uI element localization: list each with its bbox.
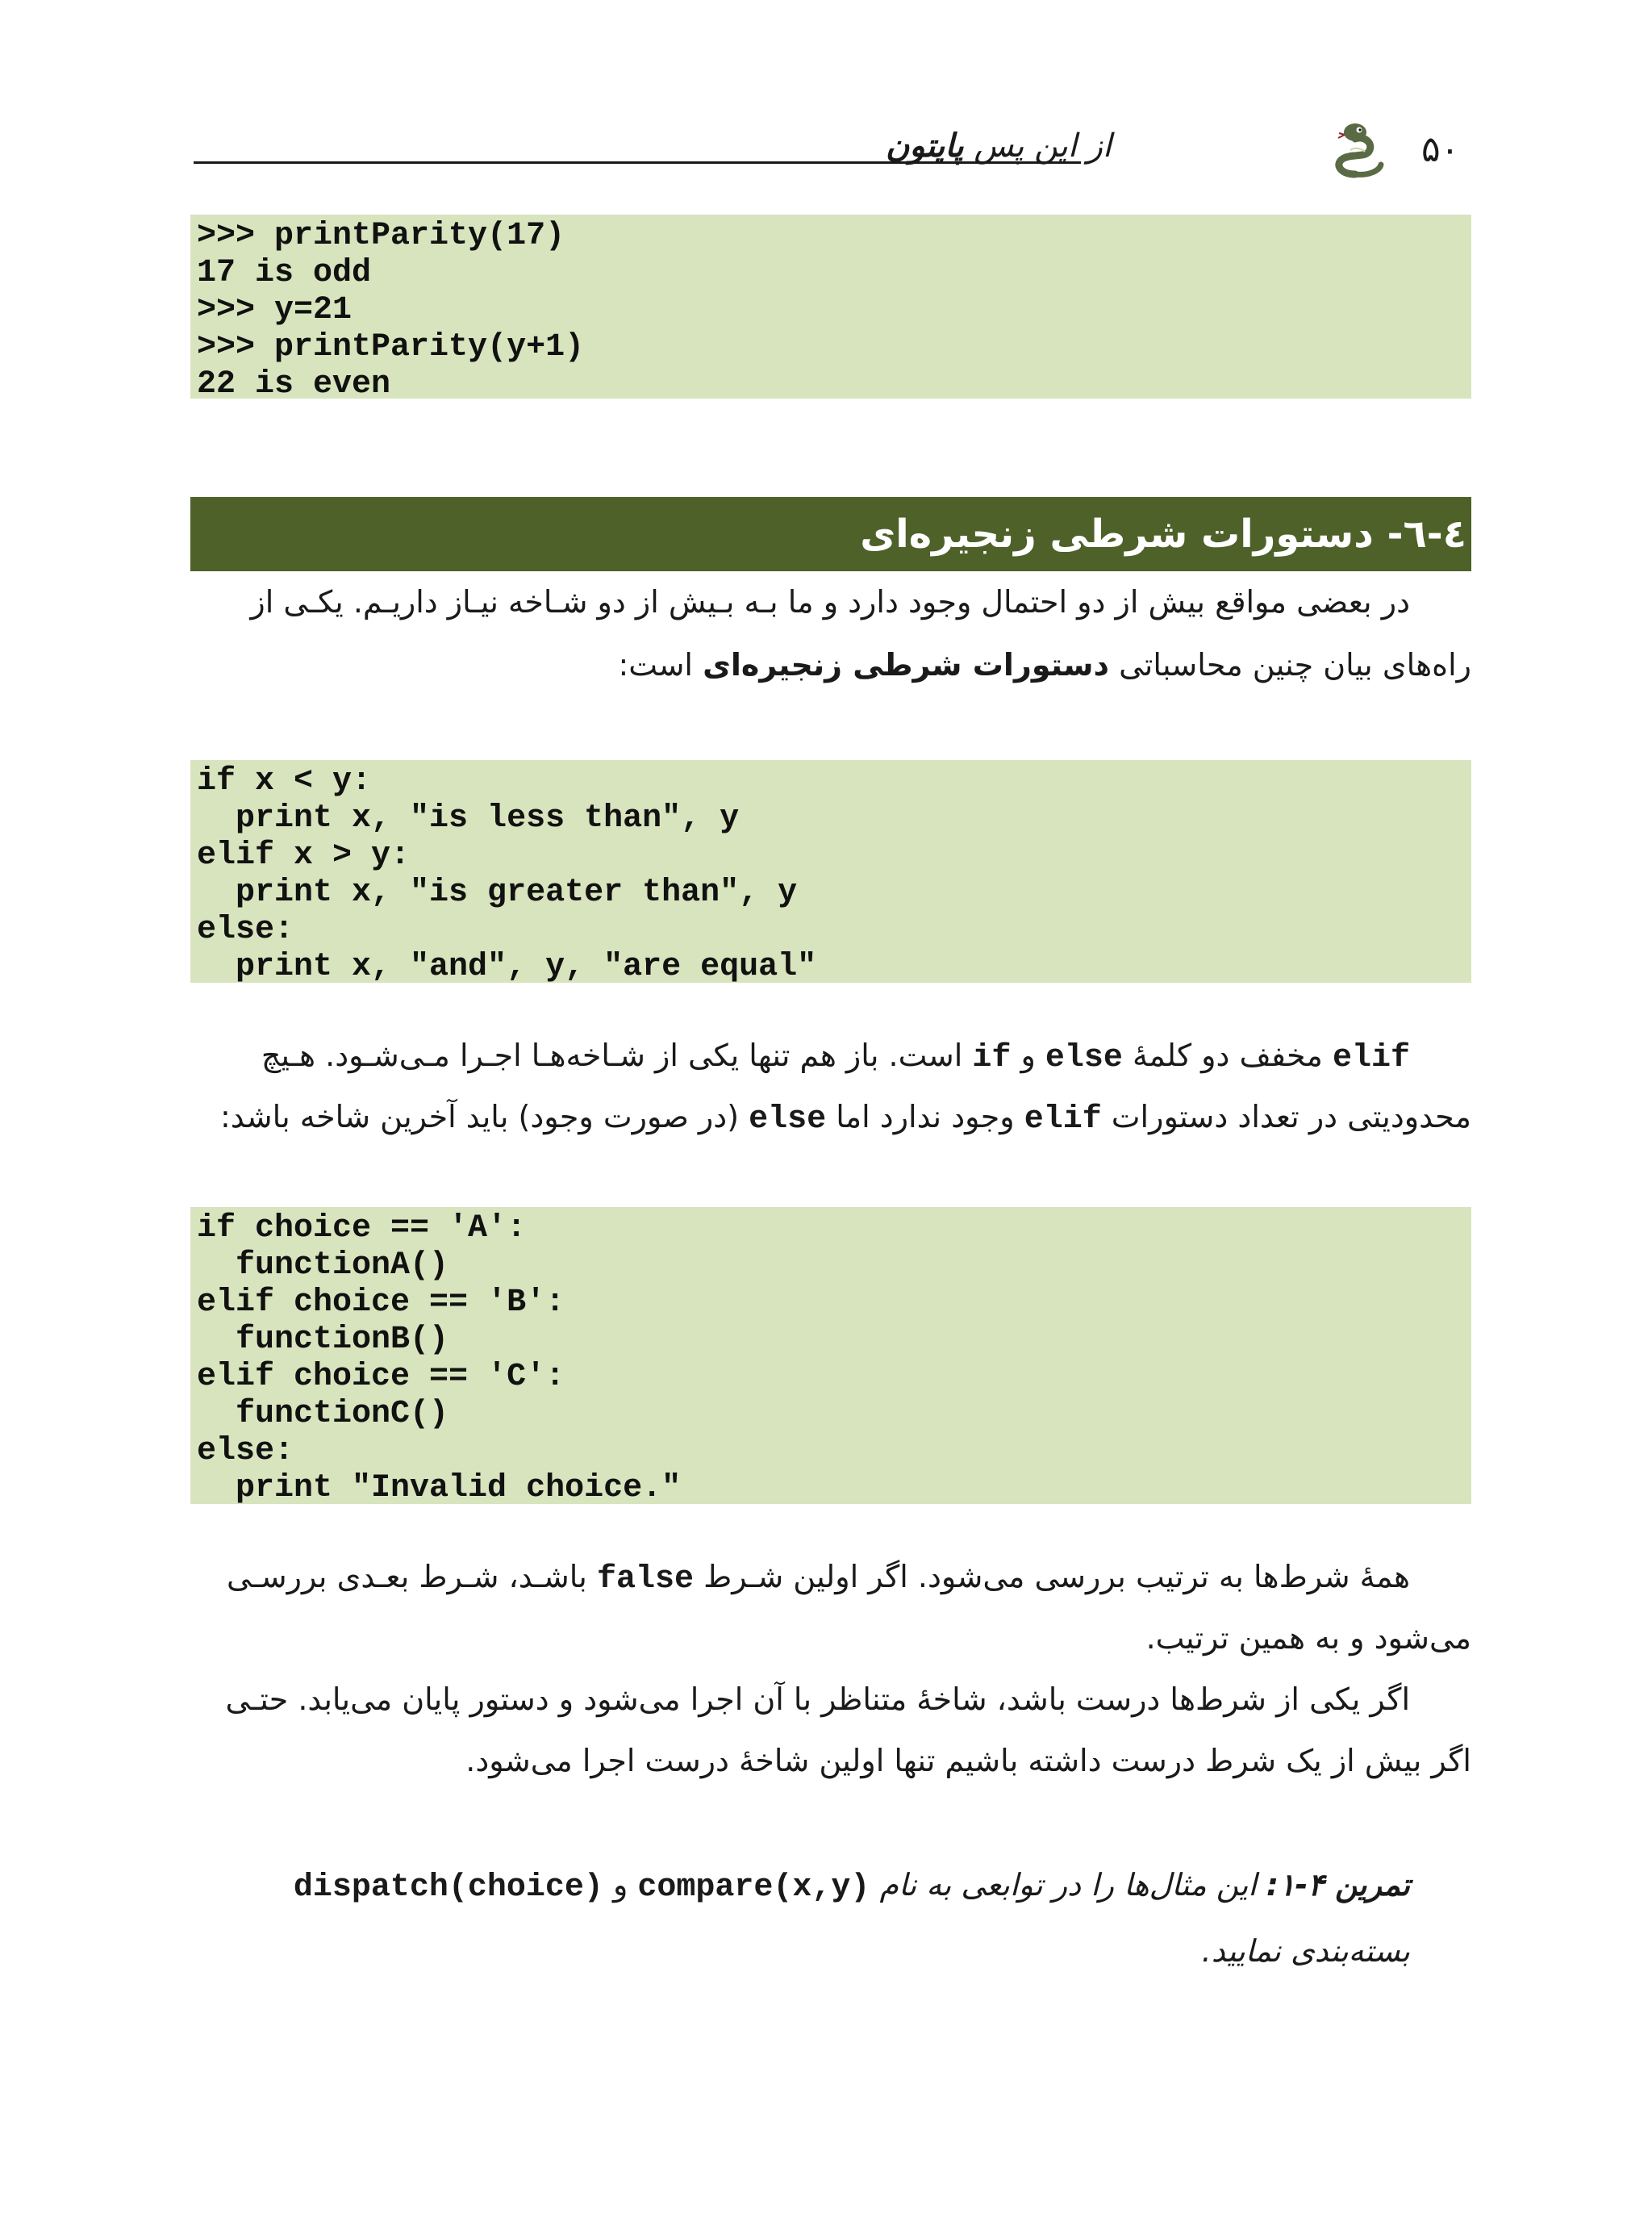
order-line-2: می‌شود و به همین ترتیب. <box>1145 1620 1471 1656</box>
code-line: >>> y=21 <box>197 292 353 328</box>
snake-icon <box>1323 118 1389 184</box>
code-line: functionB() <box>197 1322 449 1358</box>
keyword-else: else <box>1045 1040 1123 1076</box>
book-title-brand: پایتون <box>886 127 964 165</box>
elif-text: محدودیتی در تعداد دستورات <box>1101 1099 1471 1134</box>
branch-line-1: اگر یکی از شرط‌ها درست باشد، شاخهٔ متناظر با آن اجرا می‌شود و دستور پایان می‌یابد. حتـی <box>225 1681 1410 1717</box>
code-line: print x, "and", y, "are equal" <box>197 949 817 985</box>
code-line: functionC() <box>197 1396 449 1432</box>
code-line: print x, "is greater than", y <box>197 875 798 911</box>
code-line: elif x > y: <box>197 838 411 874</box>
page-number: ۵۰ <box>1421 129 1460 170</box>
exercise-label: تمرین ۴-۱: <box>1266 1867 1410 1903</box>
keyword-elif: elif <box>1024 1101 1102 1138</box>
order-line-1 <box>227 1546 1410 1610</box>
branch-line-2: اگر بیش از یک شرط درست داشته باشیم تنها اولین شاخهٔ درست اجرا می‌شود. <box>465 1743 1471 1778</box>
code-line: else: <box>197 912 294 948</box>
intro-line-2 <box>618 634 1471 696</box>
exercise-text: و <box>603 1867 638 1903</box>
keyword-if: if <box>972 1040 1012 1076</box>
code-line: print x, "is less than", y <box>197 800 740 837</box>
elif-text: و <box>1011 1038 1045 1073</box>
elif-text: مخفف دو کلمهٔ <box>1122 1038 1333 1073</box>
intro-line-1: در بعضی مواقع بیش از دو احتمال وجود دارد و ما بـه بـیش از دو شـاخه نیـاز داریـم. یکـی از <box>250 584 1410 620</box>
code-line: functionA() <box>197 1247 449 1284</box>
order-text: باشـد، شـرط بعـدی بررسـی <box>226 1559 597 1594</box>
book-title-prefix: از این پس <box>974 127 1112 165</box>
exercise-text: این مثال‌ها را در توابعی به نام <box>870 1867 1266 1903</box>
elif-text: است. باز هم تنها یکی از شـاخه‌هـا اجـرا مـی‌شـود. هـیچ <box>261 1038 973 1073</box>
keyword-false: false <box>596 1561 694 1598</box>
code-line: print "Invalid choice." <box>197 1470 682 1506</box>
code-block-compare <box>190 760 1471 983</box>
function-name-compare: compare(x,y) <box>637 1869 870 1906</box>
keyword-else: else <box>749 1101 827 1138</box>
order-text: همهٔ شرط‌ها به ترتیب بررسی می‌شود. اگر اولین شـرط <box>694 1559 1410 1594</box>
book-title <box>886 127 1112 165</box>
elif-line-1 <box>261 1025 1410 1089</box>
code-line: 17 is odd <box>197 255 372 291</box>
code-line: 22 is even <box>197 366 391 403</box>
code-line: elif choice == 'C': <box>197 1359 565 1395</box>
exercise-line-2: بسته‌بندی نمایید. <box>1201 1933 1410 1969</box>
code-line: if x < y: <box>197 763 372 800</box>
code-block-dispatch <box>190 1207 1471 1504</box>
elif-line-2 <box>220 1086 1471 1151</box>
code-block-parity-output <box>190 215 1471 403</box>
code-line: else: <box>197 1433 294 1469</box>
code-line: if choice == 'A': <box>197 1210 527 1247</box>
exercise-line-1 <box>294 1854 1410 1919</box>
intro-text: راه‌های بیان چنین محاسباتی <box>1109 647 1471 683</box>
elif-text: (در صورت وجود) باید آخرین شاخه باشد: <box>219 1099 749 1134</box>
intro-bold-term: دستورات شرطی زنجیره‌ای <box>703 647 1110 683</box>
code-line: >>> printParity(y+1) <box>197 329 585 366</box>
keyword-elif: elif <box>1332 1040 1410 1076</box>
code-line: >>> printParity(17) <box>197 218 565 254</box>
function-name-dispatch: dispatch(choice) <box>293 1869 603 1906</box>
intro-text: است: <box>618 647 703 683</box>
code-line: elif choice == 'B': <box>197 1285 565 1321</box>
section-title: ٤-٦- دستورات شرطی زنجیره‌ای <box>860 512 1466 557</box>
elif-text: وجود ندارد اما <box>826 1099 1024 1134</box>
